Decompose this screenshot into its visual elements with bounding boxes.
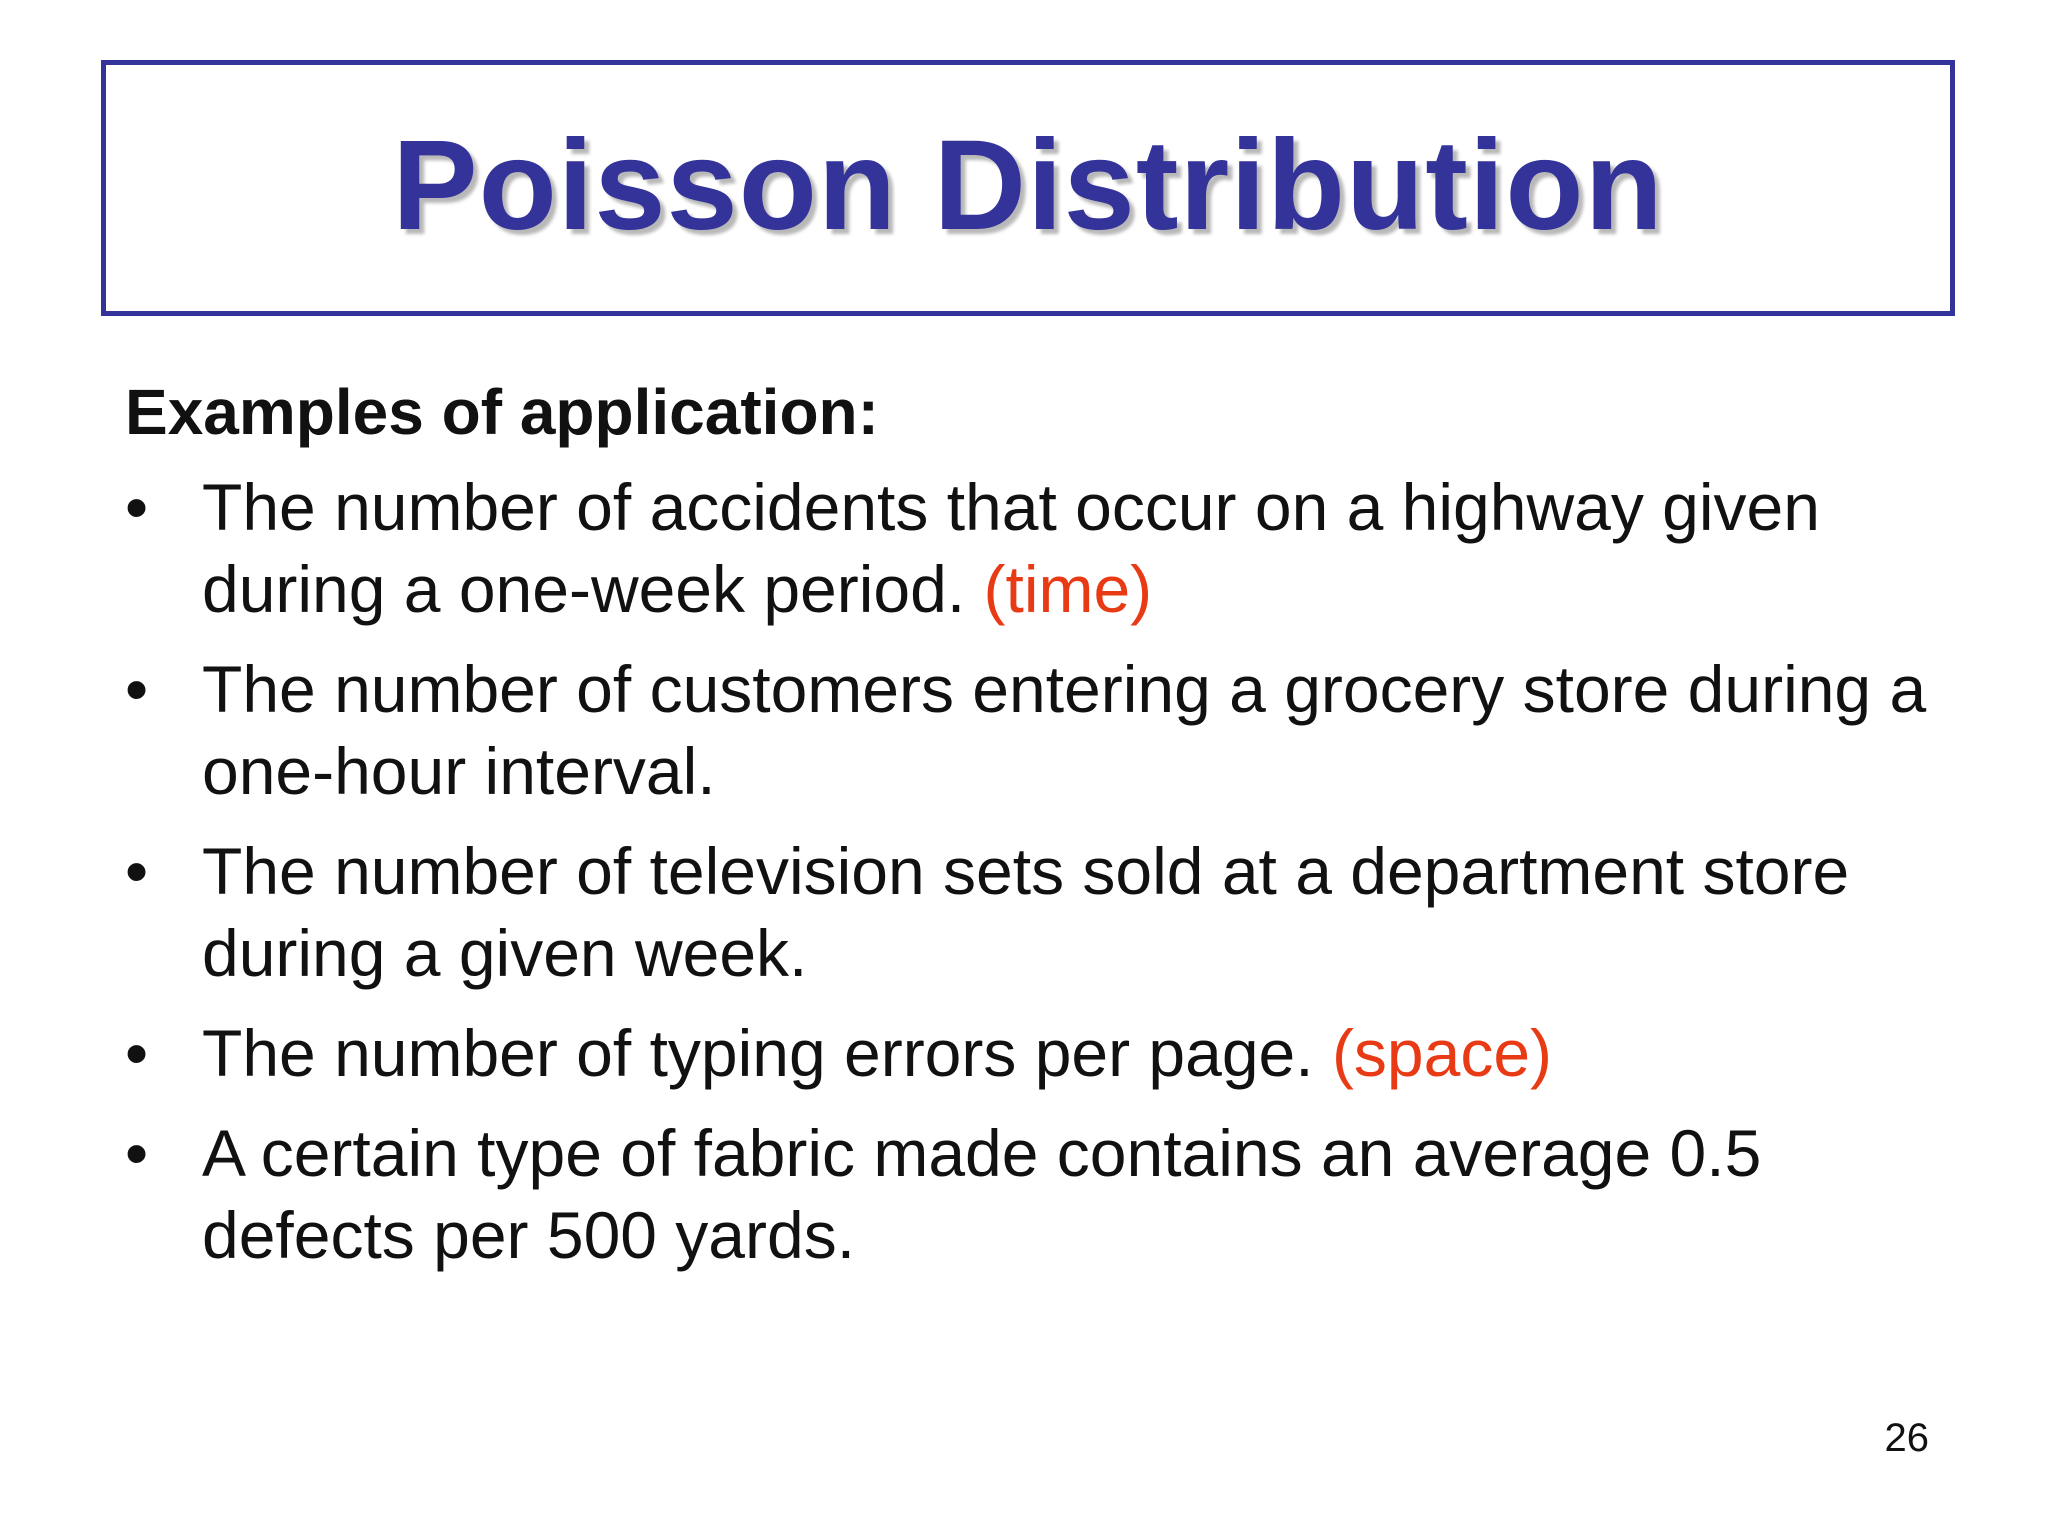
section-heading: Examples of application: bbox=[125, 376, 879, 448]
bullet-tag-space: (space) bbox=[1331, 1016, 1553, 1090]
bullet-text: The number of typing errors per page. bbox=[202, 1016, 1314, 1090]
bullet-item-televisions bbox=[125, 830, 1955, 994]
bullet-text: A certain type of fabric made contains an average 0.5 defects per 500 yards. bbox=[202, 1116, 1762, 1272]
bullet-text: The number of customers entering a grocery store during a one-hour interval. bbox=[202, 652, 1927, 808]
bullet-text: The number of accidents that occur on a highway given during a one-week period. bbox=[202, 470, 1820, 626]
slide-title: Poisson Distribution bbox=[392, 113, 1664, 257]
page-number: 26 bbox=[1884, 1416, 1929, 1460]
bullet-item-fabric bbox=[125, 1112, 1955, 1276]
bullet-icon: • bbox=[125, 1116, 149, 1190]
bullet-list bbox=[125, 466, 1955, 1276]
bullet-icon: • bbox=[125, 470, 149, 544]
bullet-item-accidents bbox=[125, 466, 1955, 630]
bullet-text: The number of television sets sold at a department store during a given week. bbox=[202, 834, 1850, 990]
title-box bbox=[101, 60, 1955, 316]
bullet-icon: • bbox=[125, 1016, 149, 1090]
slide-content bbox=[125, 370, 1955, 1294]
bullet-item-typing-errors bbox=[125, 1012, 1955, 1094]
bullet-item-customers bbox=[125, 648, 1955, 812]
bullet-icon: • bbox=[125, 652, 149, 726]
bullet-tag-time: (time) bbox=[983, 552, 1153, 626]
bullet-icon: • bbox=[125, 834, 149, 908]
